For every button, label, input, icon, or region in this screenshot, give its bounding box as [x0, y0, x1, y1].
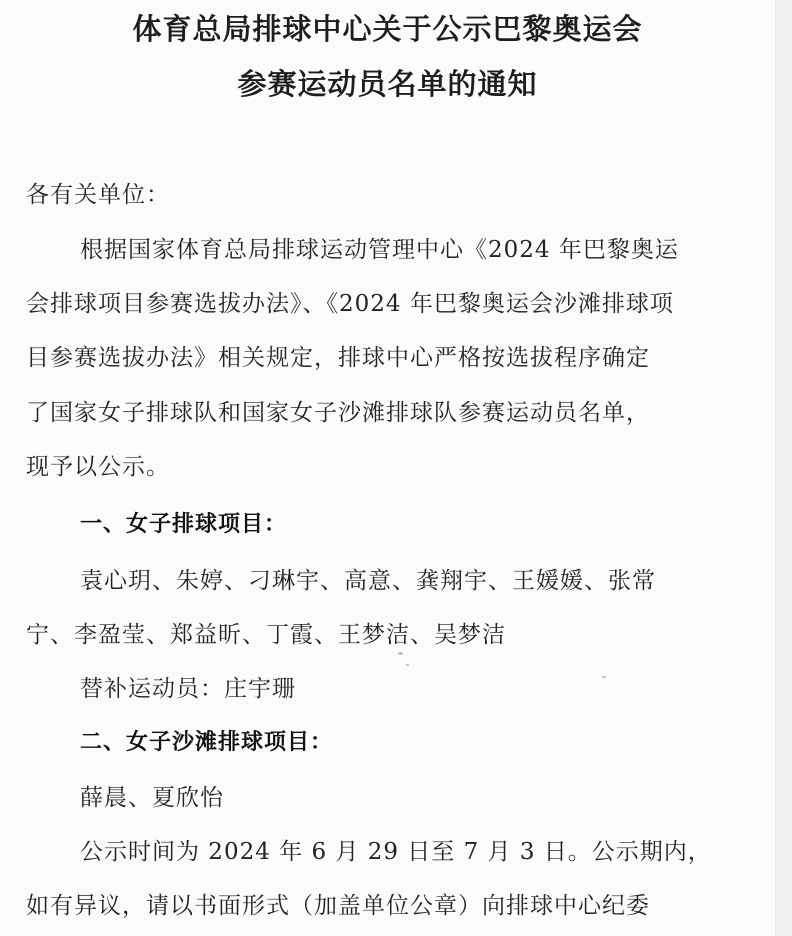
- section-1-athletes-line-1: 袁心玥、朱婷、刁琳宇、高意、龚翔宇、王媛媛、张常: [80, 568, 656, 594]
- paragraph-1-line-2: 会排球项目参赛选拔办法》、《2024 年巴黎奥运会沙滩排球项: [26, 291, 674, 317]
- section-1-heading: 一、女子排球项目：: [80, 512, 288, 537]
- scan-speck: [398, 652, 403, 655]
- salutation: 各有关单位：: [26, 182, 170, 208]
- paragraph-1-line-1: 根据国家体育总局排球运动管理中心《2024 年巴黎奥运: [80, 237, 679, 263]
- document-title-line-2: 参赛运动员名单的通知: [237, 67, 538, 101]
- page-edge: [775, 0, 792, 936]
- section-1-substitute: 替补运动员：庄宇珊: [80, 676, 296, 702]
- section-2-heading: 二、女子沙滩排球项目：: [80, 730, 334, 755]
- document-title-line-1: 体育总局排球中心关于公示巴黎奥运会: [132, 12, 643, 46]
- section-2-athletes: 薛晨、夏欣怡: [80, 785, 224, 811]
- paragraph-1-line-4: 了国家女子排球队和国家女子沙滩排球队参赛运动员名单，: [26, 400, 650, 426]
- paragraph-1-line-3: 目参赛选拔办法》相关规定，排球中心严格按选拔程序确定: [26, 345, 650, 371]
- section-1-athletes-line-2: 宁、李盈莹、郑益昕、丁霞、王梦洁、吴梦洁: [26, 622, 506, 648]
- scan-speck: [406, 664, 409, 666]
- paragraph-2-line-2: 如有异议，请以书面形式（加盖单位公章）向排球中心纪委: [26, 893, 650, 919]
- paragraph-2-line-1: 公示时间为 2024 年 6 月 29 日至 7 月 3 日。公示期内，: [80, 839, 712, 865]
- paragraph-1-line-5: 现予以公示。: [26, 454, 170, 480]
- scan-speck: [602, 676, 606, 678]
